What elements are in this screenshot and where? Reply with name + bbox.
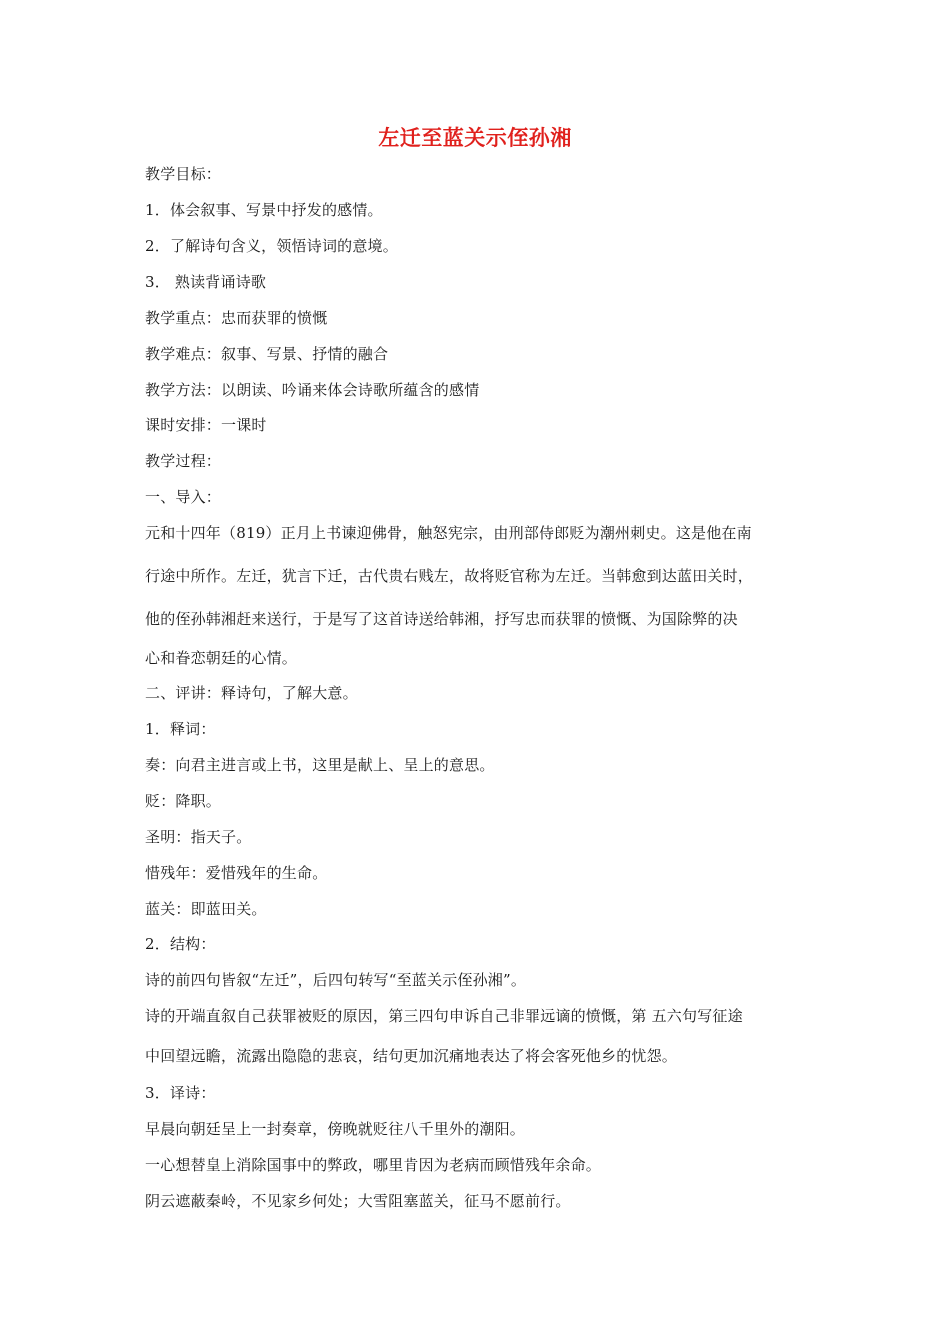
key-point: 教学重点：忠而获罪的愤慨 (145, 309, 328, 327)
objective-item: 2．了解诗句含义，领悟诗词的意境。 (145, 237, 398, 255)
class-schedule: 课时安排：一课时 (145, 416, 267, 434)
objective-item: 3． 熟读背诵诗歌 (145, 273, 267, 291)
word-definition: 蓝关：即蓝田关。 (145, 900, 267, 918)
intro-paragraph-line: 行途中所作。左迁，犹言下迁，古代贵右贱左，故将贬官称为左迁。当韩愈到达蓝田关时， (145, 567, 754, 585)
difficult-point: 教学难点：叙事、写景、抒情的融合 (145, 345, 389, 363)
section-heading-review: 二、评讲：释诗句，了解大意。 (145, 684, 358, 702)
subsection-heading-structure: 2．结构： (145, 935, 216, 953)
intro-paragraph-line: 他的侄孙韩湘赶来送行，于是写了这首诗送给韩湘，抒写忠而获罪的愤慨、为国除弊的决 (145, 610, 738, 628)
structure-text: 诗的开端直叙自己获罪被贬的原因，第三四句申诉自己非罪远谪的愤慨，第 五六句写征途 (145, 1007, 743, 1025)
translation-line: 早晨向朝廷呈上一封奏章，傍晚就贬往八千里外的潮阳。 (145, 1120, 526, 1138)
section-heading-process: 教学过程： (145, 452, 222, 470)
objective-item: 1．体会叙事、写景中抒发的感情。 (145, 201, 383, 219)
translation-line: 阴云遮蔽秦岭，不见家乡何处；大雪阻塞蓝关，征马不愿前行。 (145, 1192, 571, 1210)
structure-text: 中回望远瞻，流露出隐隐的悲哀，结句更加沉痛地表达了将会客死他乡的忧怨。 (145, 1047, 678, 1065)
word-definition: 惜残年：爱惜残年的生命。 (145, 864, 328, 882)
subsection-heading-translation: 3．译诗： (145, 1084, 216, 1102)
intro-paragraph-line: 元和十四年（819）正月上书谏迎佛骨，触怒宪宗，由刑部侍郎贬为潮州刺史。这是他在南 (145, 524, 752, 542)
word-definition: 圣明：指天子。 (145, 828, 252, 846)
subsection-heading-words: 1．释词： (145, 720, 216, 738)
word-definition: 奏：向君主进言或上书，这里是献上、呈上的意思。 (145, 756, 495, 774)
section-heading-objectives: 教学目标： (145, 165, 222, 183)
structure-text: 诗的前四句皆叙“左迁”，后四句转写“至蓝关示侄孙湘”。 (145, 971, 527, 989)
section-heading-intro: 一、导入： (145, 488, 222, 506)
document-title: 左迁至蓝关示侄孙湘 (378, 126, 572, 150)
teaching-method: 教学方法：以朗读、吟诵来体会诗歌所蕴含的感情 (145, 381, 480, 399)
intro-paragraph-line: 心和眷恋朝廷的心情。 (145, 649, 298, 667)
word-definition: 贬：降职。 (145, 792, 222, 810)
translation-line: 一心想替皇上消除国事中的弊政，哪里肯因为老病而顾惜残年余命。 (145, 1156, 602, 1174)
